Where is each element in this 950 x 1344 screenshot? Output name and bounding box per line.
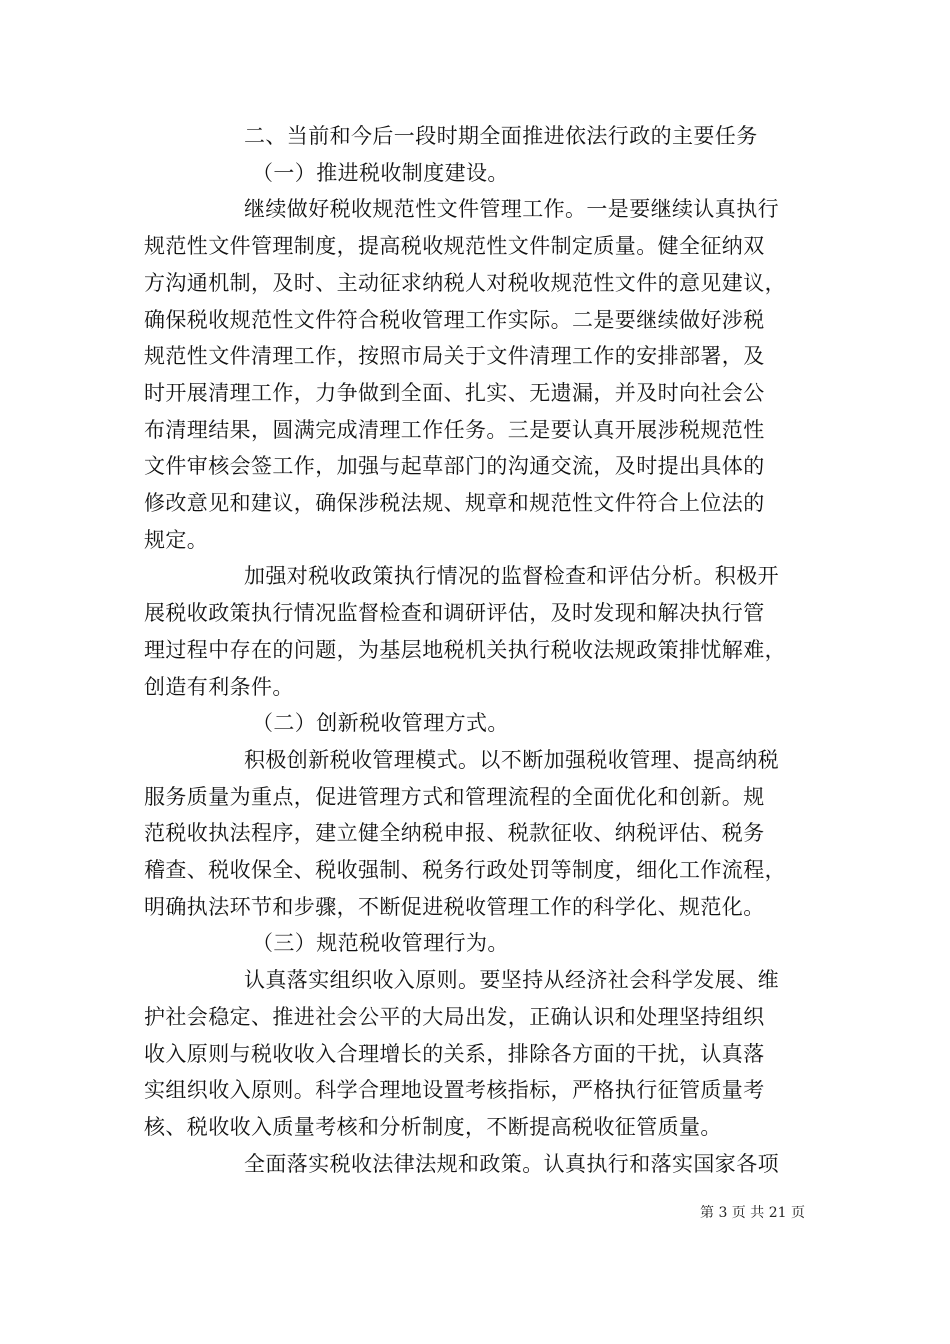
paragraph-line: 认真落实组织收入原则。要坚持从经济社会科学发展、维 [244,968,779,993]
paragraph-management-innovation [144,742,810,926]
subsection-title-3: （三）规范税收管理行为。 [252,931,509,956]
paragraph-line: 范税收执法程序，建立健全纳税申报、税款征收、纳税评估、税务 [144,821,765,846]
paragraph-line: 规定。 [144,527,209,552]
paragraph-policy-supervision [144,558,810,705]
paragraph-line: 创造有利条件。 [144,674,294,699]
paragraph-line: 修改意见和建议，确保涉税法规、规章和规范性文件符合上位法的 [144,491,765,516]
paragraph-line: 全面落实税收法律法规和政策。认真执行和落实国家各项 [244,1151,779,1176]
paragraph-regulatory-documents [144,191,810,558]
paragraph-line: 积极创新税收管理模式。以不断加强税收管理、提高纳税 [244,747,779,772]
subsection-title-1: （一）推进税收制度建设。 [252,160,509,185]
subsection-title-2: （二）创新税收管理方式。 [252,711,509,736]
paragraph-line: 服务质量为重点，促进管理方式和管理流程的全面优化和创新。规 [144,784,765,809]
paragraph-line: 时开展清理工作，力争做到全面、扎实、无遗漏，并及时向社会公 [144,380,765,405]
paragraph-line: 实组织收入原则。科学合理地设置考核指标，严格执行征管质量考 [144,1078,765,1103]
paragraph-tax-law-implementation [144,1146,810,1183]
paragraph-line: 稽查、税收保全、税收强制、税务行政处罚等制度，细化工作流程， [144,858,786,883]
paragraph-revenue-principle [144,962,810,1146]
document-body [144,118,810,1182]
paragraph-line: 规范性文件管理制度，提高税收规范性文件制定质量。健全征纳双 [144,234,765,259]
paragraph-line: 核、税收收入质量考核和分析制度，不断提高税收征管质量。 [144,1114,722,1139]
paragraph-line: 确保税收规范性文件符合税收管理工作实际。二是要继续做好涉税 [144,307,765,332]
paragraph-line: 文件审核会签工作，加强与起草部门的沟通交流，及时提出具体的 [144,454,765,479]
paragraph-line: 展税收政策执行情况监督检查和调研评估，及时发现和解决执行管 [144,601,765,626]
paragraph-line: 方沟通机制，及时、主动征求纳税人对税收规范性文件的意见建议， [144,270,786,295]
paragraph-line: 布清理结果，圆满完成清理工作任务。三是要认真开展涉税规范性 [144,417,765,442]
paragraph-line: 护社会稳定、推进社会公平的大局出发，正确认识和处理坚持组织 [144,1004,765,1029]
section-heading: 二、当前和今后一段时期全面推进依法行政的主要任务 [244,124,758,148]
paragraph-line: 规范性文件清理工作，按照市局关于文件清理工作的安排部署，及 [144,344,765,369]
paragraph-line: 加强对税收政策执行情况的监督检查和评估分析。积极开 [244,564,779,589]
paragraph-line: 明确执法环节和步骤，不断促进税收管理工作的科学化、规范化。 [144,894,765,919]
paragraph-line: 理过程中存在的问题，为基层地税机关执行税收法规政策排忧解难， [144,637,786,662]
paragraph-line: 收入原则与税收收入合理增长的关系，排除各方面的干扰，认真落 [144,1041,765,1066]
paragraph-line: 继续做好税收规范性文件管理工作。一是要继续认真执行 [244,197,779,222]
page-number: 第 3 页 共 21 页 [700,1205,805,1221]
